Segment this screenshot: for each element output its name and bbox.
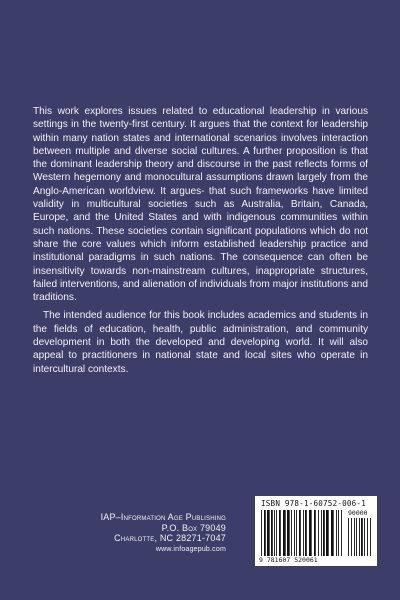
barcode-bar — [318, 510, 319, 556]
addon-barcode — [348, 518, 372, 556]
barcode-bar — [279, 510, 281, 556]
barcode-bar — [370, 518, 371, 556]
publisher-po-box: P.O. Box 79049 — [161, 522, 226, 533]
barcode-bar — [305, 510, 307, 556]
barcode-bar — [359, 518, 360, 556]
barcode-bar — [321, 510, 322, 556]
barcode-bar — [274, 510, 275, 556]
barcode-bar — [331, 510, 334, 556]
publisher-name: IAP–Information Age Publishing — [100, 512, 226, 522]
barcode-digits: 9 781607 520061 — [259, 556, 318, 564]
barcode-bar — [287, 510, 290, 556]
price-code: 90000 — [348, 509, 368, 517]
barcode-bar — [276, 510, 277, 556]
barcode-bar — [364, 518, 365, 556]
barcode-bar — [326, 510, 329, 556]
barcode-panel — [255, 496, 377, 566]
barcode-bar — [361, 518, 363, 556]
isbn-label: ISBN 978-1-60752-006-1 — [261, 499, 366, 508]
description-block — [33, 105, 368, 381]
barcode-bar — [264, 510, 266, 556]
barcode-bar — [348, 518, 349, 556]
ean-barcode — [261, 510, 343, 556]
barcode-bar — [336, 510, 337, 556]
barcode-bar — [367, 518, 368, 556]
barcode-bar — [294, 510, 295, 556]
barcode-bar — [303, 510, 304, 556]
barcode-bar — [291, 510, 292, 556]
barcode-bar — [267, 510, 270, 556]
barcode-bar — [341, 510, 342, 556]
barcode-bar — [323, 510, 325, 556]
barcode-bar — [309, 510, 312, 556]
publisher-city: Charlotte, NC 28271-7047 — [114, 533, 226, 543]
barcode-bar — [351, 518, 352, 556]
barcode-bar — [338, 510, 339, 556]
barcode-bar — [314, 510, 316, 556]
barcode-bar — [283, 510, 286, 556]
barcode-bar — [261, 510, 262, 556]
barcode-bar — [356, 518, 357, 556]
barcode-bar — [296, 510, 297, 556]
description-paragraph-1: This work explores issues related to educational leadership in various settings in the twenty-first century. It argues that the context for leadership within many nation states and international scenarios involves interaction between multiple and diverse social cultures. A further proposition is that the dominant leadership theory and discourse in the past reflects forms of Western hegemony and monocultural assumptions drawn largely from the Anglo-American worldview. It argues- that such frameworks have limited validity in multicultural societies such as Australia, Britain, Canada, Europe, and the United States and with indigenous communities within such nations. These societies contain significant populations which do not share the core values which inform established leadership practice and institutional paradigms in such nations. The consequence can often be insensitivity towards non-mainstream cultures, inappropriate structures, failed interventions, and alienation of individuals from major institutions and traditions. — [33, 106, 368, 304]
description-paragraph-2: The intended audience for this book includes academics and students in the fields of education, health, public administration, and community development in both the developed and developing world. It will also appeal to practitioners in national state and local sites who operate in intercultural contexts. — [33, 310, 368, 375]
barcode-bar — [271, 510, 273, 556]
publisher-info — [80, 512, 226, 555]
publisher-url: www.infoagepub.com — [155, 545, 226, 553]
barcode-bar — [299, 510, 301, 556]
barcode-bar — [354, 518, 355, 556]
